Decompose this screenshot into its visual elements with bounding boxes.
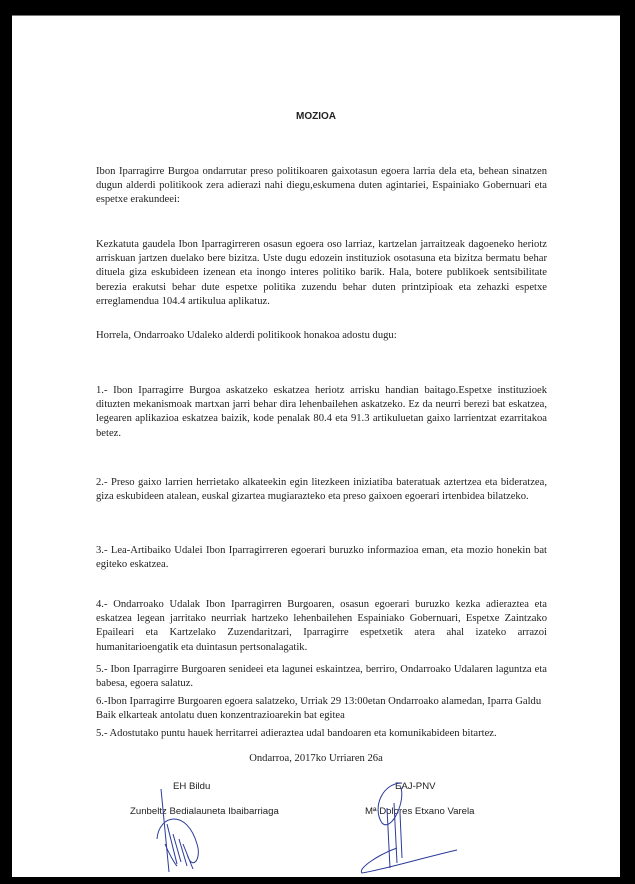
- document-title: MOZIOA: [296, 111, 336, 122]
- point-5: 5.- Ibon Iparragirre Burgoaren senideei eta lagunei eskaintzea, berriro, Ondarroako Udalaren laguntza eta babesa, egoera salatuz.: [96, 664, 547, 690]
- point-7: 5.- Adostutako puntu hauek herritarrei adieraztea udal bandoaren eta komunikabideen bitartez.: [96, 728, 497, 739]
- signatory-name-1: Zunbeltz Bedialauneta Ibaibarriaga: [130, 806, 279, 817]
- point-2: 2.- Preso gaixo larrien herrietako alkateekin egin litezkeen iniziatiba bateratuak aztertzea eta bideratzea, giza eskubideen atalean, euskal gizartea mugiarazteko eta preso gaixoen egoerari irtenbidea bilatzeko.: [96, 477, 547, 503]
- agreement-intro: Horrela, Ondarroako Udaleko alderdi politikook honakoa adostu dugu:: [96, 330, 397, 341]
- point-4: 4.- Ondarroako Udalak Ibon Iparragirren Burgoaren, osasun egoerari buruzko kezka adieraztea eta eskatzea legean jarritako neurriak hartzeko lehenbailehen Espainiako Gobernuari, Espetxe Zaintzako Epaileari eta Kartzelako Zuzendaritzari, Iparragirre espetxetik atera ahal izateko arrazoi humanitarioengatik eta duintasun pertsonalagatik.: [96, 599, 547, 653]
- point-6: 6.-Ibon Iparragirre Burgoaren egoera salatzeko, Urriak 29 13:00etan Ondarroako alamedan, Iparra Galdu Baik elkarteak antolatu duen konzentrazioarekin bat egitea: [96, 696, 542, 722]
- intro-paragraph: Ibon Iparragirre Burgoa ondarrutar preso politikoaren gaixotasun egoera larria dela eta, behean sinatzen dugun alderdi politikook zera adierazi nahi diegu,eskumena duten agintariei, Espainiako Gobernuari eta espetxe erakundeei:: [96, 166, 547, 206]
- date-line: Ondarroa, 2017ko Urriaren 26a: [249, 753, 383, 764]
- signature-1: [147, 784, 217, 879]
- concern-paragraph: Kezkatuta gaudela Ibon Iparragirreren osasun egoera oso larriaz, kartzelan jarraitzeak dagoeneko heriotz arriskuan jartzen duelako bere bizitza. Uste dugu edozein instituziok osotasuna eta bizitza bermatu behar dituela giza eskubideen izenean eta inongo interes politiko barik. Hala, botere publikoek sentsibilitate berezia erakutsi behar dute espetxe politika zuzendu behar duten printzipioak eta zehazki espetxe erreglamendua 104.4 artikulua aplikatuz.: [96, 239, 547, 307]
- signatory-name-2: Mª Dolores Etxano Varela: [365, 806, 475, 817]
- signature-2: [342, 778, 462, 878]
- point-3: 3.- Lea-Artibaiko Udalei Ibon Iparragirreren egoerari buruzko informazioa eman, eta mozio honekin bat egiteko eskatzea.: [96, 545, 547, 571]
- signatory-party-2: EAJ-PNV: [395, 781, 436, 792]
- point-1: 1.- Ibon Iparragirre Burgoa askatzeko eskatzea heriotz arrisku handian baitago.Espetxe instituzioek dituzten mekanismoak martxan jarri behar dira lehenbailehen askatzeko. Ez da neurri berezi bat eskatzea, legearen aplikazioa eskatzea baizik, kode penalak 80.4 eta 91.3 artikuluetan gaixo larrientzat ezarritakoa betez.: [96, 385, 547, 439]
- signatory-party-1: EH Bildu: [173, 781, 211, 792]
- document-page: [12, 15, 620, 877]
